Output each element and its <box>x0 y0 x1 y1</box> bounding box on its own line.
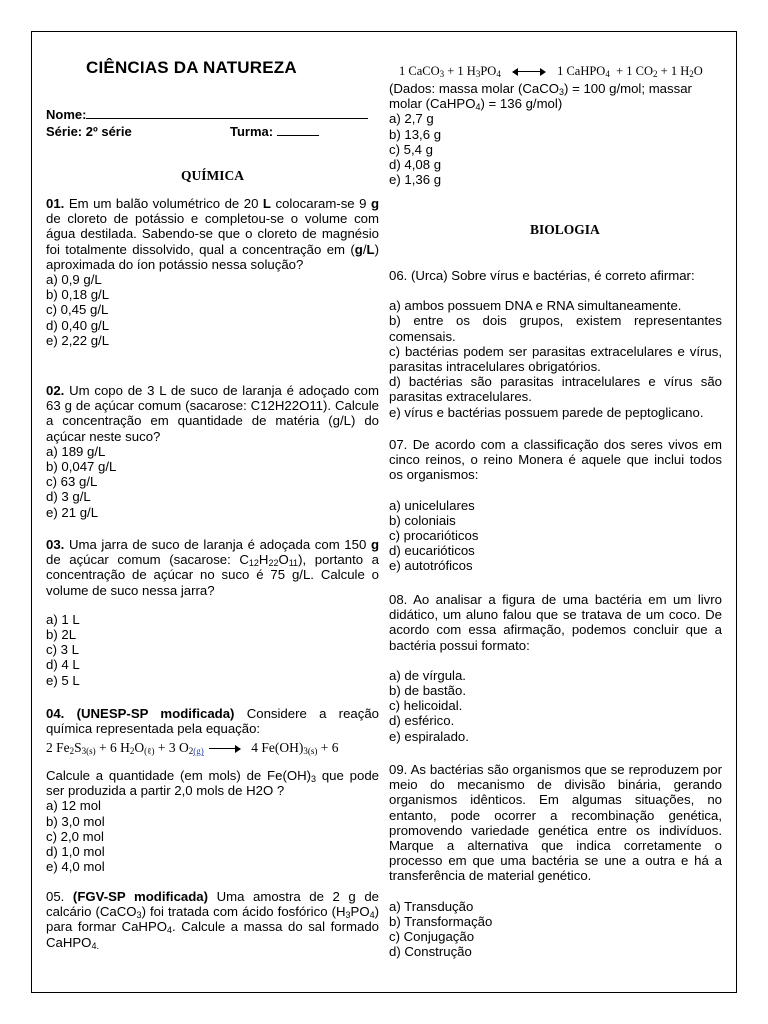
option[interactable]: a) ambos possuem DNA e RNA simultaneamente. <box>389 298 682 314</box>
question-02 <box>46 383 379 520</box>
option[interactable]: b) 2L <box>46 627 77 643</box>
question-03 <box>46 537 379 688</box>
turma-label: Turma: <box>230 124 274 139</box>
option[interactable]: d) 0,40 g/L <box>46 317 110 333</box>
question-08 <box>389 592 722 744</box>
question-02-text: 02. Um copo de 3 L de suco de laranja é adoçado com 63 g de açúcar comum (sacarose: C12H22O11). Calcule a concentração em quantidade de matéria (g/L) do açúcar neste suco? <box>46 383 379 444</box>
option[interactable]: b) entre os dois grupos, existem representantes comensais. <box>389 313 722 344</box>
question-05-data <box>389 81 722 187</box>
option[interactable]: c) procarióticos <box>389 528 479 544</box>
question-09-text: 09. As bactérias são organismos que se reproduzem por meio do mecanismo de divisão binária, gerando organismos idênticos. Em algumas situações, no entanto, pode ocorrer a recombinação genética, promovendo variedade genética entre os indivíduos. Marque a alternativa que indica corretamente o processo em que uma bactéria se une a outra e há a transferência de material genético. <box>389 762 722 884</box>
option[interactable]: d) eucarióticos <box>389 543 475 559</box>
question-04-prompt: Calcule a quantidade (em mols) de $Fe(OH)_3$ que pode ser produzida a partir 2,0 mols de H2O ? <box>46 768 379 799</box>
option[interactable]: a) de vírgula. <box>389 667 466 683</box>
option[interactable]: e) 4,0 mol <box>46 859 105 875</box>
double-arrow-icon <box>512 68 546 76</box>
option[interactable]: d) bactérias são parasitas intracelulares e vírus são parasitas extracelulares. <box>389 374 722 405</box>
question-07-text: 07. De acordo com a classificação dos seres vivos em cinco reinos, o reino Monera é aquele que inclui todos os organismos: <box>389 437 722 483</box>
option[interactable]: d) esférico. <box>389 713 455 729</box>
question-07 <box>389 437 722 574</box>
option[interactable]: e) autotróficos <box>389 558 473 574</box>
section-quimica: QUÍMICA <box>181 168 244 183</box>
question-03-options <box>46 612 379 688</box>
name-blank[interactable] <box>86 118 368 119</box>
question-05-given: (Dados: massa molar (CaCO$_3$) = 100 g/mol; massar molar (CaHPO$_4$) = 136 g/mol) <box>389 81 692 113</box>
option[interactable]: a) 12 mol <box>46 798 101 814</box>
question-04-text: 04. (UNESP-SP modificada) Considere a reação química representada pela equação: <box>46 706 379 737</box>
option[interactable]: a) 2,7 g <box>389 111 434 127</box>
option[interactable]: d) 4,08 g <box>389 157 442 173</box>
equation-05: 1 CaCO$_3$ + 1 $H_3PO_4$ 1 CaHPO$_4$ + 1 $CO_2 + 1$ $H_2O$ <box>399 64 703 79</box>
serie-label: Série: 2º série <box>46 124 132 139</box>
option[interactable]: b) 13,6 g <box>389 126 442 142</box>
option[interactable]: a) 189 g/L <box>46 443 106 459</box>
class-line <box>46 124 274 139</box>
option[interactable]: e) espiralado. <box>389 728 469 744</box>
name-line <box>46 107 368 122</box>
option[interactable]: b) 0,047 g/L <box>46 459 117 475</box>
option[interactable]: d) Construção <box>389 944 472 960</box>
option[interactable]: e) 21 g/L <box>46 504 99 520</box>
option[interactable]: d) 1,0 mol <box>46 844 105 860</box>
question-03-text: 03. Uma jarra de suco de laranja é adoçada com 150 g de açúcar comum (sacarose: $C_{12}H_{22}O_{11}$), portanto a concentração de açúcar no suco é 75 g/L. Calcule o volume de suco nessa jarra? <box>46 537 379 598</box>
question-01 <box>46 196 379 348</box>
option[interactable]: e) 5 L <box>46 672 80 688</box>
question-09-options <box>389 899 722 960</box>
option[interactable]: c) 5,4 g <box>389 141 433 157</box>
page-title: CIÊNCIAS DA NATUREZA <box>86 58 297 77</box>
question-01-options <box>46 272 379 348</box>
turma-blank[interactable] <box>277 135 319 136</box>
option[interactable]: b) coloniais <box>389 512 456 528</box>
question-08-options <box>389 668 722 744</box>
name-label: Nome: <box>46 107 87 122</box>
option[interactable]: d) 3 g/L <box>46 489 91 505</box>
question-05-text: 05. (FGV-SP modificada) Uma amostra de 2 g de calcário (CaCO$_3$) foi tratada com ácido fosfórico $(H_3PO_4)$ para formar CaHPO$_4$. Calcule a massa do sal formado CaHPO$_{4.}$ <box>46 889 380 951</box>
option[interactable]: e) 1,36 g <box>389 172 442 188</box>
question-02-options <box>46 444 379 520</box>
option[interactable]: c) 63 g/L <box>46 474 98 490</box>
question-04-body <box>46 768 379 874</box>
option[interactable]: e) 2,22 g/L <box>46 332 110 348</box>
option[interactable]: a) Transdução <box>389 898 474 914</box>
option[interactable]: b) 0,18 g/L <box>46 287 110 303</box>
question-06-text: 06. (Urca) Sobre vírus e bactérias, é correto afirmar: <box>389 268 695 283</box>
question-05 <box>46 889 379 950</box>
option[interactable]: b) 3,0 mol <box>46 813 105 829</box>
option[interactable]: c) helicoidal. <box>389 698 463 714</box>
option[interactable]: a) 0,9 g/L <box>46 272 102 288</box>
question-01-text: 01. Em um balão volumétrico de 20 L colocaram-se 9 g de cloreto de potássio e completou-se o volume com água destilada. Sabendo-se que o cloreto de magnésio foi totalmente dissolvido, qual a concentração em (g/L) aproximada do íon potássio nessa solução? <box>46 196 380 272</box>
question-09 <box>389 762 722 959</box>
arrow-icon <box>207 745 241 753</box>
section-biologia: BIOLOGIA <box>530 222 600 237</box>
option[interactable]: b) de bastão. <box>389 683 466 699</box>
option[interactable]: a) 1 L <box>46 611 80 627</box>
option[interactable]: b) Transformação <box>389 913 493 929</box>
option[interactable]: c) 2,0 mol <box>46 828 104 844</box>
question-07-options <box>389 498 722 574</box>
option[interactable]: c) bactérias podem ser parasitas extracelulares e vírus, parasitas intracelulares obrigatórios. <box>389 343 722 375</box>
question-04-options <box>46 798 379 874</box>
equation-04: 2 $Fe_2S_{3(s)} + 6$ $H_2O_{(\ell)} + 3$ $O_{2(g)}$ 4 $Fe(OH)_{3(s)} + 6$ <box>46 740 339 756</box>
question-04 <box>46 706 379 736</box>
question-08-text: 08. Ao analisar a figura de uma bactéria em um livro didático, um aluno falou que se tratava de um coco. De acordo com essa afirmação, podemos concluir que a bactéria possui formato: <box>389 592 722 653</box>
option[interactable]: d) 4 L <box>46 657 80 673</box>
option[interactable]: c) 0,45 g/L <box>46 302 109 318</box>
question-06-options <box>389 298 722 420</box>
option[interactable]: c) 3 L <box>46 642 79 658</box>
option[interactable]: a) unicelulares <box>389 497 475 513</box>
turma-group <box>230 124 319 139</box>
option[interactable]: c) Conjugação <box>389 929 475 945</box>
option[interactable]: e) vírus e bactérias possuem parede de peptoglicano. <box>389 404 704 420</box>
question-05-options <box>389 111 722 187</box>
question-06 <box>389 268 722 420</box>
